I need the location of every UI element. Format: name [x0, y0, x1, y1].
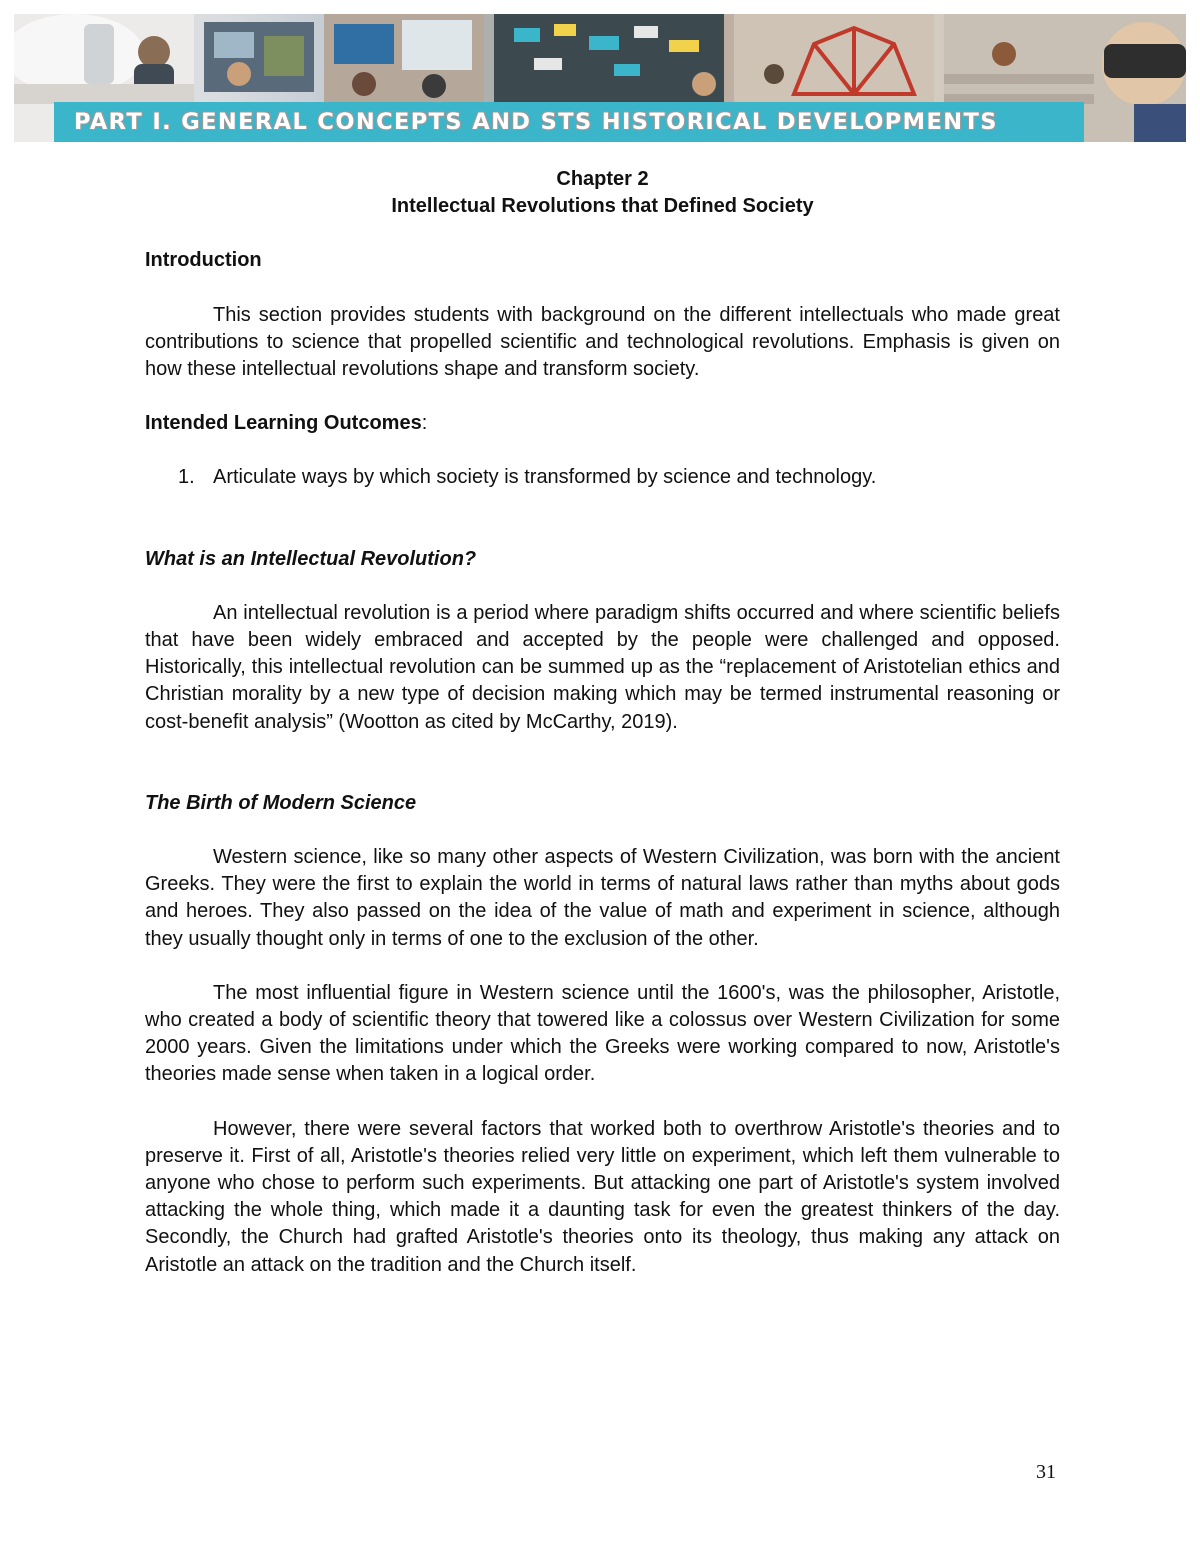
- header-banner: [14, 14, 1186, 142]
- outcomes-heading-colon: :: [421, 412, 428, 435]
- introduction-heading: Introduction: [145, 249, 262, 272]
- intellectual-revolution-heading: What is an Intellectual Revolution?: [145, 547, 477, 570]
- page-content: [145, 166, 1060, 1279]
- outcome-item-text: Articulate ways by which society is transformed by science and technology.: [213, 466, 877, 489]
- intellectual-revolution-paragraph: An intellectual revolution is a period where paradigm shifts occurred and where scientific beliefs that have been widely embraced and accepted by the people were challenged and opposed. Historically, this intellectual revolution can be summed up as the “replacement of Aristotelian ethics and Christian morality by a new type of decision making which may be termed instrumental reasoning or cost-benefit analysis” (Wootton as cited by McCarthy, 2019).: [145, 601, 1060, 733]
- modern-science-heading: The Birth of Modern Science: [145, 791, 417, 814]
- introduction-paragraph: This section provides students with background on the different intellectuals who made great contributions to science that propelled scientific and technological revolutions. Emphasis is given on how these intellectual revolutions shape and transform society.: [145, 303, 1060, 381]
- outcomes-list: [145, 464, 1060, 491]
- modern-science-paragraph-3: However, there were several factors that worked both to overthrow Aristotle's theories and to preserve it. First of all, Aristotle's theories relied very little on experiment, which left them vulnerable to anyone who chose to perform such experiments. But attacking one part of Aristotle's system involved attacking the whole thing, which made it a daunting task for even the greatest thinkers of the day. Secondly, the Church had grafted Aristotle's theories onto its theology, thus making any attack on Aristotle an attack on the tradition and the Church itself.: [145, 1117, 1060, 1276]
- chapter-number: Chapter 2: [556, 168, 649, 190]
- chapter-title: Intellectual Revolutions that Defined Society: [391, 195, 814, 218]
- outcomes-heading: [145, 410, 1060, 437]
- modern-science-paragraph-2: The most influential figure in Western science until the 1600's, was the philosopher, Aristotle, who created a body of scientific theory that towered like a colossus over Western Civilization for some 2000 years. Given the limitations under which the Greeks were working compared to now, Aristotle's theories made sense when taken in a logical order.: [145, 981, 1060, 1086]
- outcomes-heading-text: Intended Learning Outcomes: [145, 412, 422, 435]
- modern-science-paragraph-1: Western science, like so many other aspects of Western Civilization, was born with the ancient Greeks. They were the first to explain the world in terms of natural laws rather than myths about gods and heroes. They also passed on the idea of the value of math and experiment in science, although they usually thought only in terms of one to the exclusion of the other.: [145, 846, 1060, 950]
- banner-title: PART I. GENERAL CONCEPTS AND STS HISTORICAL DEVELOPMENTS: [74, 109, 998, 135]
- outcome-item-number: 1.: [178, 466, 195, 489]
- page-number: 31: [1036, 1461, 1056, 1483]
- outcome-item: [145, 464, 1060, 491]
